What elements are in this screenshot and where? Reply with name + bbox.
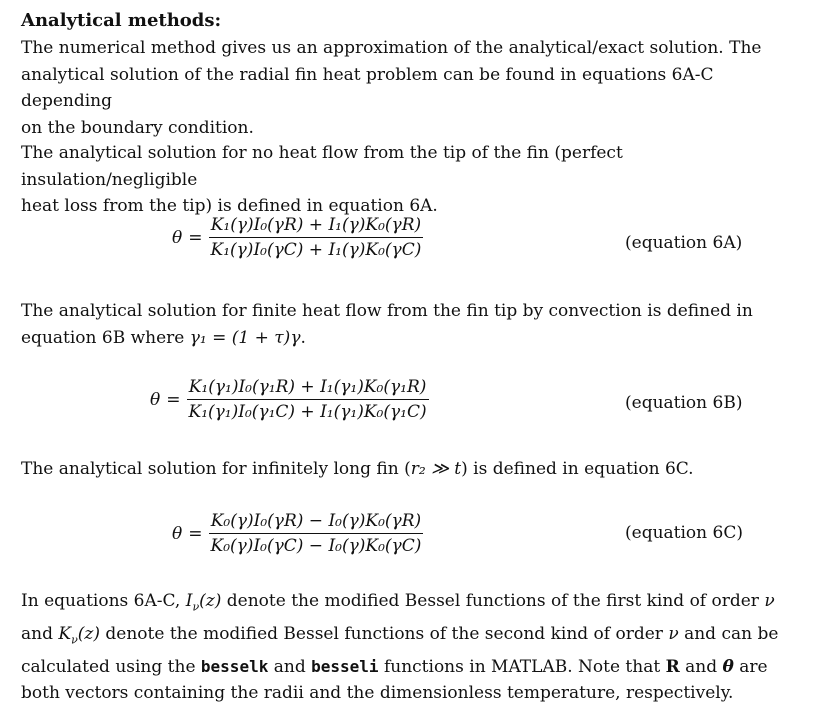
bessel-line-3-text-d: and (679, 656, 723, 677)
intro-line-3: on the boundary condition. (21, 117, 254, 138)
equation-6b-denominator: K₁(γ₁)I₀(γ₁C) + I₁(γ₁)K₀(γ₁C) (188, 402, 427, 422)
equation-6c-fraction (209, 511, 424, 556)
infinite-fin-condition: r₂ ≫ t (410, 459, 462, 479)
equation-6b-label: (equation 6B) (625, 393, 743, 413)
no-heat-flow-line-1: The analytical solution for no heat flow from the tip of the fin (perfect insulation/negligible (21, 143, 623, 190)
infinite-fin-suffix: ) is defined in equation 6C. (461, 459, 694, 479)
bessel-line-3-text-c: functions in MATLAB. Note that (378, 656, 666, 677)
intro-paragraph (21, 35, 801, 141)
order-nu-2: ν (668, 623, 679, 644)
equation-6a-numerator: K₁(γ)I₀(γR) + I₁(γ)K₀(γR) (210, 215, 422, 235)
equation-6c (172, 511, 423, 556)
bessel-line-2-text-c: and can be (678, 623, 779, 644)
no-heat-flow-paragraph (21, 140, 801, 220)
bessel-line-3-text-b: and (268, 656, 312, 677)
equation-6c-lhs: θ (172, 523, 183, 544)
convection-line-2 (21, 325, 801, 352)
bessel-line-3-text-e: are (733, 656, 768, 677)
equation-6c-numerator: K₀(γ)I₀(γR) − I₀(γ)K₀(γR) (210, 511, 422, 531)
equation-6a-lhs: θ (172, 227, 183, 248)
bessel-line-3-text-a: calculated using the (21, 656, 201, 677)
equation-6b-equals: = (166, 389, 181, 410)
bessel-line-1 (21, 588, 801, 621)
besseli-code: besseli (311, 656, 379, 676)
bessel-k-letter: K (58, 623, 72, 644)
equation-6a-denominator: K₁(γ)I₀(γC) + I₁(γ)K₀(γC) (210, 240, 422, 260)
convection-line-2-suffix: . (300, 327, 306, 348)
besselk-code: besselk (200, 656, 269, 676)
bessel-i-symbol (185, 591, 222, 614)
intro-line-2: analytical solution of the radial fin heat problem can be found in equations 6A-C depending (21, 64, 714, 111)
no-heat-flow-line-2: heat loss from the tip) is defined in equation 6A. (21, 196, 438, 216)
bessel-i-argument: (z) (199, 591, 222, 611)
bessel-line-1-text-a: In equations 6A-C, (21, 591, 186, 611)
equation-6a (172, 215, 423, 260)
equation-6c-denominator: K₀(γ)I₀(γC) − I₀(γ)K₀(γC) (210, 536, 422, 556)
equation-6b (150, 377, 429, 422)
bessel-line-2-text-a: and (21, 623, 59, 644)
convection-line-1: The analytical solution for finite heat flow from the fin tip by convection is defined in (21, 301, 753, 321)
equation-6a-label: (equation 6A) (625, 233, 743, 253)
bessel-i-subscript: ν (192, 600, 200, 614)
equation-6a-equals: = (188, 227, 203, 248)
infinite-fin-prefix: The analytical solution for infinitely long fin ( (21, 459, 411, 479)
bessel-line-1-text-b: denote the modified Bessel functions of the first kind of order (221, 591, 765, 611)
bessel-k-argument: (z) (77, 623, 100, 644)
equation-6c-label: (equation 6C) (625, 523, 743, 543)
section-heading: Analytical methods: (21, 10, 222, 31)
bessel-line-2 (21, 621, 801, 654)
gamma1-definition: γ₁ = (1 + τ)γ (189, 327, 301, 348)
bessel-line-4: both vectors containing the radii and the dimensionless temperature, respectively. (21, 683, 734, 704)
vector-r: R (665, 656, 680, 677)
bessel-k-symbol (58, 623, 100, 647)
bessel-k-subscript: ν (71, 633, 78, 647)
bessel-line-2-text-b: denote the modified Bessel functions of the second kind of order (100, 623, 669, 644)
infinite-fin-paragraph (21, 456, 801, 483)
equation-6b-lhs: θ (150, 389, 161, 410)
bessel-line-3 (21, 654, 801, 681)
equation-6b-fraction (187, 377, 429, 422)
order-nu-1: ν (764, 591, 775, 611)
convection-paragraph (21, 298, 801, 351)
equation-6b-numerator: K₁(γ₁)I₀(γ₁R) + I₁(γ₁)K₀(γ₁R) (188, 377, 427, 397)
equation-6a-fraction (209, 215, 424, 260)
vector-theta: θ (722, 656, 734, 677)
intro-line-1: The numerical method gives us an approximation of the analytical/exact solution. The (21, 38, 762, 58)
convection-line-2-prefix: equation 6B where (21, 327, 190, 348)
equation-6c-equals: = (188, 523, 203, 544)
bessel-i-letter: I (185, 591, 193, 611)
bessel-paragraph (21, 588, 801, 707)
